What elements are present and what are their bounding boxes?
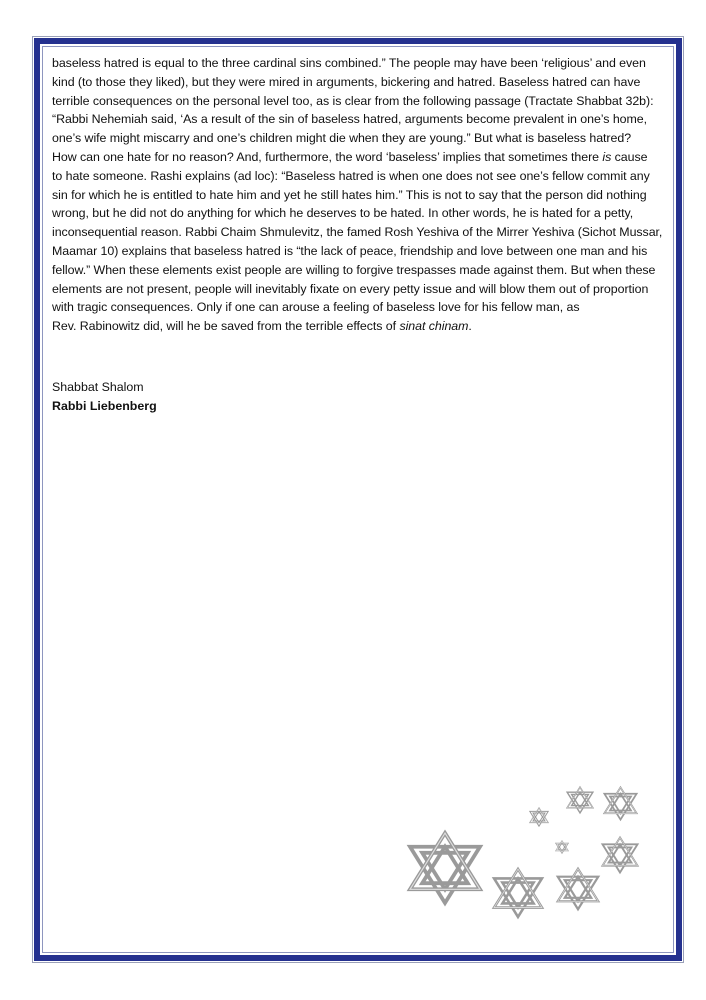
text-run: baseless hatred is equal to the three cardinal sins combined.” The people may have been ‘religious’ and even [52,56,646,70]
closing-greeting: Shabbat Shalom [52,380,144,394]
text-run: to hate someone. Rashi explains (ad loc): “Baseless hatred is when one does not see one’s fellow commit any [52,168,650,183]
text-run: How can one hate for no reason? And, furthermore, the word ‘baseless’ implies that sometimes there [52,149,603,164]
text-line [52,298,672,317]
italic-text: sinat chinam [399,319,469,334]
text-run: cause [611,149,648,164]
text-run: “Rabbi Nehemiah said, ‘As a result of the sin of baseless hatred, arguments become prevalent in one’s home, [52,112,648,127]
star-of-david-icon [603,786,638,821]
text-run: Rev. Rabinowitz did, will he be saved from the terrible effects of [52,319,400,334]
italic-text: is [602,149,612,164]
text-run: fellow.” When these elements exist people are willing to forgive trespasses made against them. But when these [52,262,656,277]
star-of-david-icon [407,830,483,906]
text-run: one’s wife might miscarry and one’s children might die when they are young.” But what is baseless hatred? [52,131,632,146]
text-run: . [468,319,472,334]
text-line [52,129,672,148]
text-line [52,92,672,111]
closing-block [52,378,157,416]
star-of-david-icon [529,807,549,827]
text-run: elements are not present, people will inevitably fixate on every petty issue and will blow them out of proportion [52,281,649,296]
text-run: wrong, but he did not do anything for which he deserves to be hated. In other words, he is hated for a petty, [52,206,634,221]
text-line [52,242,672,261]
text-line [52,261,672,280]
text-line [52,167,672,186]
text-run: Maamar 10) explains that baseless hatred is “the lack of peace, friendship and love between one man and his [52,243,648,258]
text-line [52,110,672,129]
text-run: kind (to those they liked), but they were mired in arguments, bickering and hatred. Baseless hatred can have [52,74,641,89]
text-run: with tragic consequences. Only if one can arouse a feeling of baseless love for his fellow man, as [52,300,580,315]
text-line [52,148,672,167]
text-line [52,54,672,73]
star-of-david-icon [566,786,594,814]
body-text [52,54,672,336]
star-of-david-icon [492,867,544,919]
text-line [52,223,672,242]
text-line [52,317,672,336]
text-run: terrible consequences on the personal level too, as is clear from the following passage (Tractate Shabbat 32b): [52,93,654,108]
star-of-david-icon [556,867,600,911]
text-line [52,73,672,92]
text-run: sin for which he is entitled to hate him and yet he still hates him.” This is not to say that the person did nothing [52,187,647,202]
text-line [52,204,672,223]
star-of-david-icon [555,840,569,854]
text-run: inconsequential reason. Rabbi Chaim Shmulevitz, the famed Rosh Yeshiva of the Mirrer Yeshiva (Sichot Mussar, [52,225,663,240]
star-of-david-icon [601,836,639,874]
text-line [52,280,672,299]
text-line [52,186,672,205]
signature: Rabbi Liebenberg [52,398,157,413]
